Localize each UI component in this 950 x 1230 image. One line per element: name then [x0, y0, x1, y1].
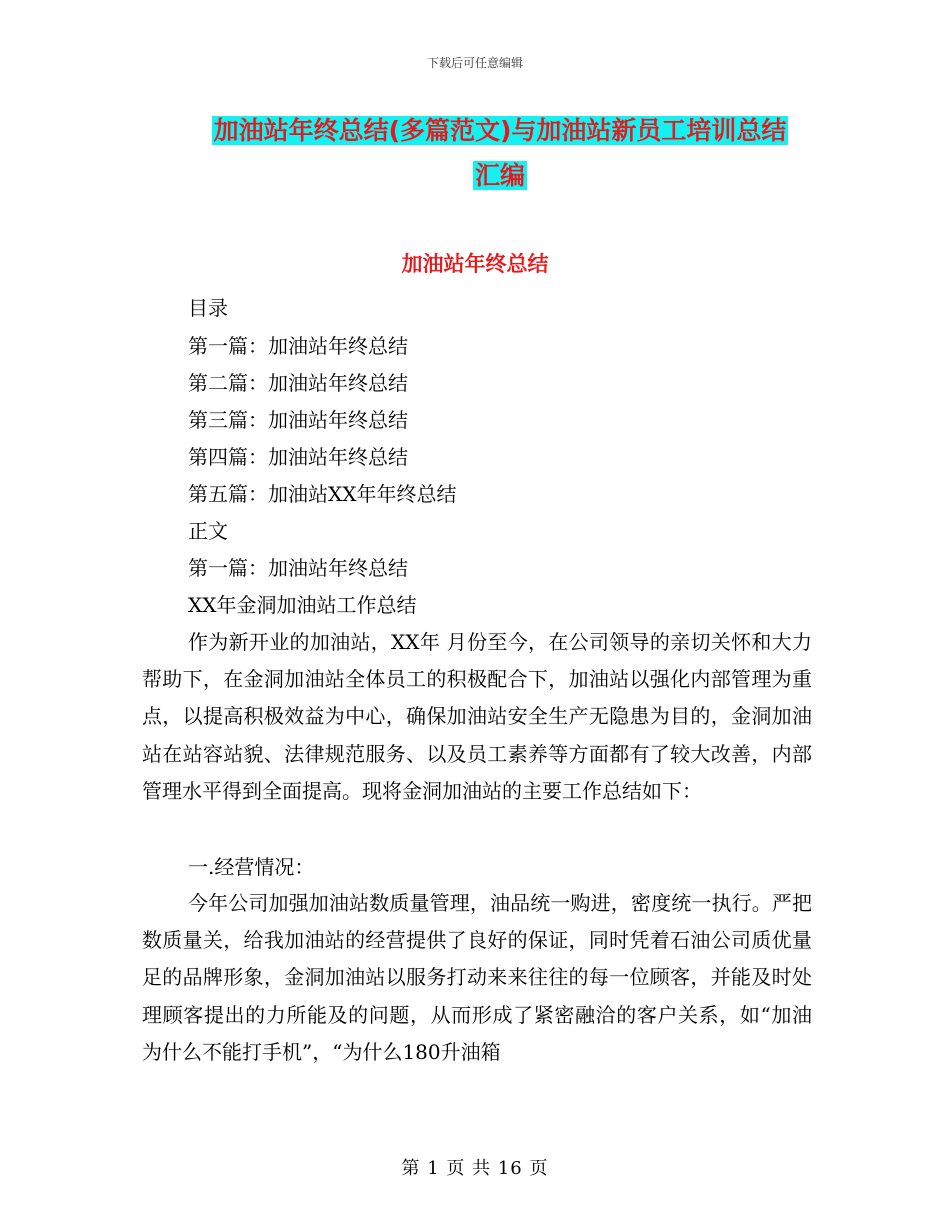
title-line-2: 汇编: [474, 161, 525, 190]
paragraph-operations: 今年公司加强加油站数质量管理，油品统一购进，密度统一执行。严把数质量关，给我加油站的经营提供了良好的保证，同时凭着石油公司质优量足的品牌形象，金洞加油站以服务打动来来往往的每一位顾客，并能及时处理顾客提出的力所能及的问题，从而形成了紧密融洽的客户关系，如“加油为什么不能打手机”，“为什么180升油箱: [142, 891, 812, 1064]
toc-item: 第五篇：加油站XX年年终总结: [188, 482, 457, 506]
doc-title: XX年金洞加油站工作总结: [188, 593, 417, 617]
section-title: 加油站年终总结: [401, 252, 549, 276]
header-note: 下载后可任意编辑: [426, 56, 523, 70]
paragraph-intro: 作为新开业的加油站，XX年 月份至今，在公司领导的亲切关怀和大力帮助下，在金洞加油站全体员工的积极配合下，加油站以强化内部管理为重点，以提高积极效益为中心，确保加油站安全生产无隐患为目的，金洞加油站在站容站貌、法律规范服务、以及员工素养等方面都有了较大改善，内部管理水平得到全面提高。现将金洞加油站的主要工作总结如下：: [142, 630, 812, 803]
toc-heading: 目录: [188, 296, 228, 320]
toc-item: 第一篇：加油站年终总结: [188, 334, 408, 358]
page-footer: 第 1 页 共 16 页: [401, 1158, 549, 1179]
chapter-title: 第一篇：加油站年终总结: [188, 556, 408, 580]
toc-item: 第三篇：加油站年终总结: [188, 408, 408, 432]
subheading-operations: 一.经营情况：: [188, 855, 315, 879]
toc-item: 第二篇：加油站年终总结: [188, 371, 408, 395]
document-title: [180, 108, 820, 198]
title-line-1: 加油站年终总结(多篇范文)与加油站新员工培训总结: [213, 116, 787, 145]
toc-item: 第四篇：加油站年终总结: [188, 445, 408, 469]
body-heading: 正文: [188, 519, 228, 543]
